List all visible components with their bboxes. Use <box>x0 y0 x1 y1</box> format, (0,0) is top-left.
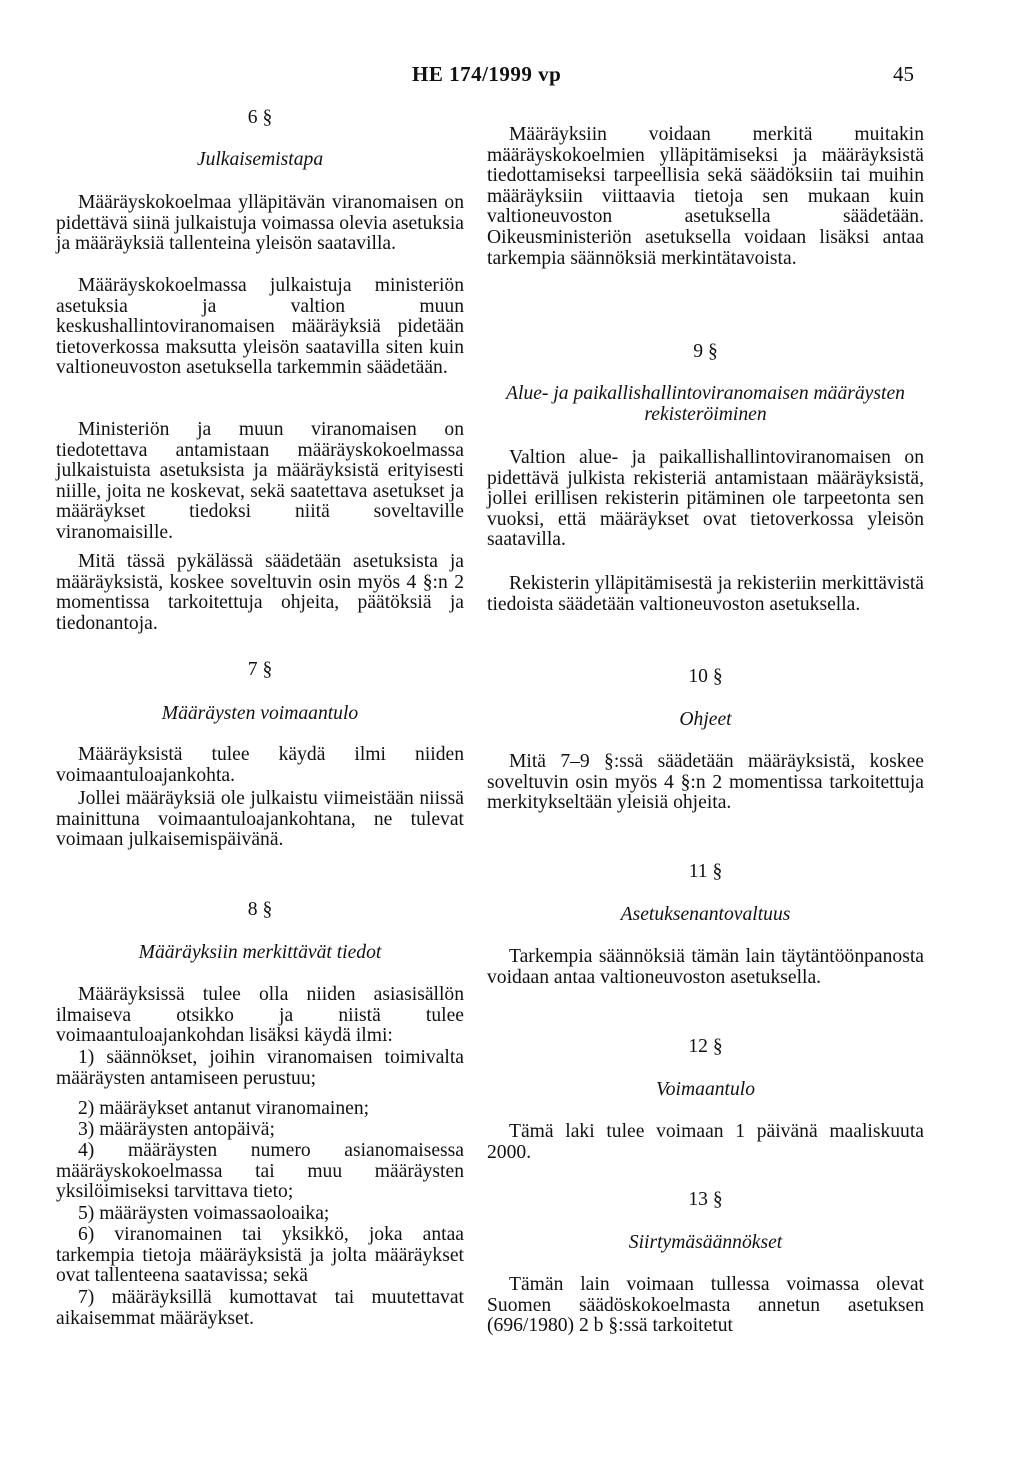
section-13-title: Siirtymäsäännökset <box>628 1232 783 1253</box>
list-item: 3) määräysten antopäivä; <box>78 1119 275 1140</box>
section-10-title: Ohjeet <box>679 709 732 730</box>
page-header <box>0 62 1024 92</box>
list-item: 4) määräysten numero asianomaisessa määräyskokoelmassa tai muu määräysten yksilöimiseksi tarvittava tieto; <box>56 1140 464 1203</box>
list-item: 5) määräysten voimassaoloaika; <box>78 1203 330 1224</box>
section-10-number: 10 § <box>688 666 723 687</box>
section-12-title: Voimaantulo <box>655 1079 756 1100</box>
section-8-continuation: Määräyksiin voidaan merkitä muitakin määräyskokoelmien ylläpitämiseksi ja määräyksistä tiedottamiseksi tarpeellisia sekä säädöksiin tai muihin määräyksiin viittaavia tietoja sen mukaan kuin valtioneuvoston asetuksella säädetään. Oikeusministeriön asetuksella voidaan lisäksi antaa tarkempia säännöksiä merkintätavoista. <box>487 124 924 269</box>
section-13-paragraph-1: Tämän lain voimaan tullessa voimassa olevat Suomen säädöskokoelmasta annetun asetuksen (696/1980) 2 b §:ssä tarkoitetut <box>487 1274 924 1337</box>
section-6-title: Julkaisemistapa <box>196 149 324 170</box>
section-7-number: 7 § <box>247 659 273 680</box>
section-9-paragraph-1: Valtion alue- ja paikallishallintoviranomaisen on pidettävä julkista rekisteriä antamistaan määräyksistä, jollei erillisen rekisterin pitäminen ole tarpeetonta sen vuoksi, että määräykset ovat tietoverkossa yleisön saatavilla. <box>487 447 924 551</box>
section-10-paragraph-1: Mitä 7–9 §:ssä säädetään määräyksistä, koskee soveltuvin osin myös 4 §:n 2 momentissa tarkoitettuja merkitykseltään yleisiä ohjeita. <box>487 751 924 814</box>
section-11-paragraph-1: Tarkempia säännöksiä tämän lain täytäntöönpanosta voidaan antaa valtioneuvoston asetuksella. <box>487 946 924 988</box>
section-9-paragraph-2: Rekisterin ylläpitämisestä ja rekisteriin merkittävistä tiedoista säädetään valtioneuvoston asetuksella. <box>487 573 924 615</box>
section-7-paragraph-1: Määräyksistä tulee käydä ilmi niiden voimaantuloajankohta. <box>56 744 464 786</box>
list-item: 2) määräykset antanut viranomainen; <box>78 1098 370 1119</box>
list-item: 1) säännökset, joihin viranomaisen toimivalta määräysten antamiseen perustuu; <box>56 1047 464 1089</box>
document-id: HE 174/1999 vp <box>412 62 562 86</box>
section-13-number: 13 § <box>688 1189 723 1210</box>
section-9-number: 9 § <box>693 341 718 362</box>
section-12-number: 12 § <box>688 1036 723 1057</box>
section-8-paragraph-1: Määräyksissä tulee olla niiden asiasisällön ilmaiseva otsikko ja niistä tulee voimaantuloajankohdan lisäksi käydä ilmi: <box>56 984 464 1047</box>
section-11-number: 11 § <box>688 861 723 882</box>
section-6-paragraph-3: Ministeriön ja muun viranomaisen on tiedotettava antamistaan määräyskokoelmassa julkaistuista asetuksista ja määräyksistä erityisesti niille, joita ne koskevat, sekä saatettava asetukset ja määräykset tiedoksi niitä soveltaville viranomaisille. <box>56 419 464 543</box>
section-8-title: Määräyksiin merkittävät tiedot <box>138 942 382 963</box>
page-number: 45 <box>893 62 914 86</box>
section-7-title: Määräysten voimaantulo <box>161 703 359 724</box>
list-item: 6) viranomainen tai yksikkö, joka antaa tarkempia tietoja määräyksistä ja jolta määräykset ovat tallenteena saatavissa; sekä <box>56 1224 464 1287</box>
section-9-title: Alue- ja paikallishallintoviranomaisen määräysten rekisteröiminen <box>506 383 905 425</box>
section-11-title: Asetuksenantovaltuus <box>620 904 791 925</box>
section-6-number: 6 § <box>247 107 273 128</box>
section-6-paragraph-1: Määräyskokoelmaa ylläpitävän viranomaisen on pidettävä siinä julkaistuja voimassa olevia asetuksia ja määräyksiä tallenteina yleisön saatavilla. <box>56 192 464 255</box>
section-7-paragraph-2: Jollei määräyksiä ole julkaistu viimeistään niissä mainittuna voimaantuloajankohtana, ne tulevat voimaan julkaisemispäivänä. <box>56 788 464 851</box>
section-6-paragraph-2: Määräyskokoelmassa julkaistuja ministeriön asetuksia ja valtion muun keskushallintoviranomaisen määräyksiä pidetään tietoverkossa maksutta yleisön saatavilla siten kuin valtioneuvoston asetuksella tarkemmin säädetään. <box>56 275 464 379</box>
list-item: 7) määräyksillä kumottavat tai muutettavat aikaisemmat määräykset. <box>56 1287 464 1329</box>
section-8-number: 8 § <box>247 899 273 920</box>
section-12-paragraph-1: Tämä laki tulee voimaan 1 päivänä maaliskuuta 2000. <box>487 1121 924 1163</box>
section-6-paragraph-4: Mitä tässä pykälässä säädetään asetuksista ja määräyksistä, koskee soveltuvin osin myös 4 §:n 2 momentissa tarkoitettuja ohjeita, päätöksiä ja tiedonantoja. <box>56 551 464 634</box>
